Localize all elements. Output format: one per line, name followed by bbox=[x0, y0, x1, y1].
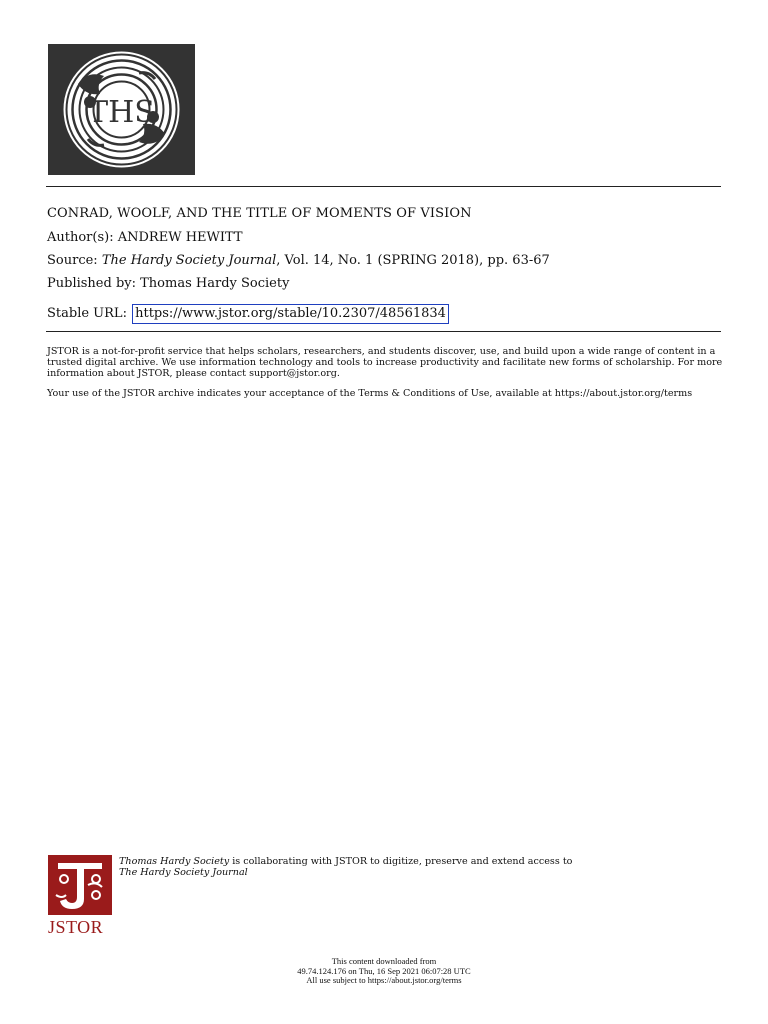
publisher-line bbox=[47, 276, 289, 292]
footer-line-1: This content downloaded from bbox=[331, 956, 437, 966]
source-label: Source: bbox=[47, 253, 98, 268]
jstor-about-notice: JSTOR is a not-for-profit service that helps scholars, researchers, and students discover, use, and build upon a wide range of content in a trusted digital archive. We use information technology and tools to increase productivity and facilitate new forms of scholarship. For more information about JSTOR, please contact support@jstor.org. bbox=[47, 346, 723, 379]
source-line bbox=[47, 253, 550, 269]
article-title: CONRAD, WOOLF, AND THE TITLE OF MOMENTS OF VISION bbox=[47, 206, 472, 221]
collaboration-statement bbox=[119, 856, 572, 878]
collab-society: Thomas Hardy Society bbox=[119, 856, 230, 867]
ths-seal-icon bbox=[48, 44, 195, 175]
top-divider bbox=[46, 186, 721, 187]
author-line bbox=[47, 230, 243, 246]
publisher-name: Thomas Hardy Society bbox=[140, 276, 290, 291]
stable-url-label: Stable URL: bbox=[47, 306, 127, 321]
author-name: ANDREW HEWITT bbox=[117, 230, 243, 245]
footer-line-2: 49.74.124.176 on Thu, 16 Sep 2021 06:07:28 UTC bbox=[297, 965, 471, 976]
collab-journal: The Hardy Society Journal bbox=[119, 867, 248, 878]
middle-divider bbox=[46, 331, 721, 332]
seal-monogram: THS bbox=[88, 95, 155, 130]
publisher-label: Published by: bbox=[47, 276, 136, 291]
jstor-wordmark: JSTOR bbox=[48, 917, 104, 937]
source-details: , Vol. 14, No. 1 (SPRING 2018), pp. 63-67 bbox=[276, 253, 550, 268]
author-label: Author(s): bbox=[47, 230, 114, 245]
footer-line-3: All use subject to https://about.jstor.org/terms bbox=[306, 975, 462, 985]
jstor-emblem-icon bbox=[48, 855, 112, 915]
publisher-logo bbox=[48, 44, 195, 175]
stable-url-link[interactable]: https://www.jstor.org/stable/10.2307/48561834 bbox=[132, 304, 449, 324]
collab-text: is collaborating with JSTOR to digitize, preserve and extend access to bbox=[229, 856, 573, 867]
stable-url-line bbox=[47, 304, 449, 324]
journal-title: The Hardy Society Journal bbox=[101, 253, 277, 268]
jstor-logo bbox=[48, 855, 112, 935]
download-footer bbox=[0, 957, 768, 986]
terms-notice: Your use of the JSTOR archive indicates your acceptance of the Terms & Conditions of Use, available at https://about.jstor.org/terms bbox=[47, 388, 693, 399]
